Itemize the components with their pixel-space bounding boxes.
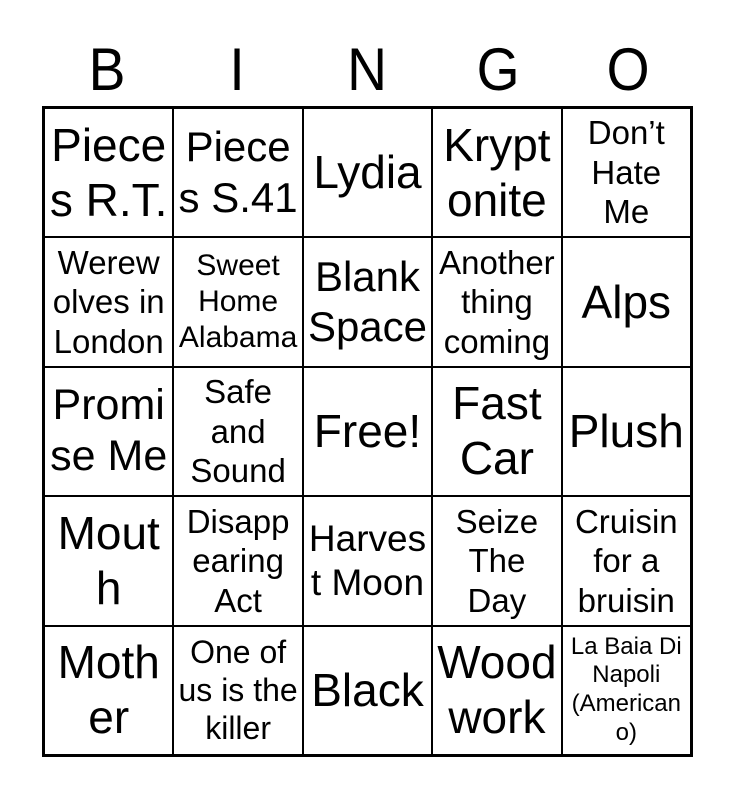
- bingo-cell-label: Blank Space: [307, 252, 428, 351]
- bingo-cell-label: Alps: [581, 275, 672, 328]
- bingo-cell[interactable]: [173, 626, 302, 755]
- bingo-cell-label: Kryptonite: [443, 118, 551, 226]
- bingo-cell[interactable]: [562, 626, 691, 755]
- bingo-cell[interactable]: [173, 108, 302, 237]
- bingo-cell-label: Seize The Day: [455, 502, 539, 619]
- bingo-cell[interactable]: [44, 237, 173, 366]
- bingo-cell-label: Pieces R.T.: [49, 118, 168, 226]
- bingo-cell[interactable]: [432, 496, 561, 625]
- bingo-cell-label: Plush: [568, 404, 684, 457]
- bingo-cell-label: Another thing coming: [439, 243, 555, 360]
- bingo-cell[interactable]: [432, 237, 561, 366]
- free-space-cell[interactable]: [303, 367, 432, 496]
- bingo-cell[interactable]: [173, 367, 302, 496]
- bingo-cell[interactable]: [432, 626, 561, 755]
- bingo-cell[interactable]: [173, 496, 302, 625]
- bingo-cell-label: Safe and Sound: [190, 373, 286, 490]
- bingo-cell-label: Werewolves in London: [52, 243, 165, 360]
- bingo-header: [42, 36, 693, 103]
- bingo-cell-label: Harvest Moon: [308, 517, 427, 603]
- bingo-grid: [42, 106, 693, 757]
- bingo-cell[interactable]: [303, 626, 432, 755]
- bingo-cell-label: Sweet Home Alabama: [178, 249, 298, 355]
- bingo-cell[interactable]: [44, 108, 173, 237]
- bingo-cell[interactable]: [562, 367, 691, 496]
- bingo-letter-n: N: [347, 36, 388, 103]
- bingo-cell-label: Cruisin for a bruisin: [574, 502, 678, 619]
- bingo-letter-b: B: [88, 36, 126, 103]
- bingo-cell-label: Fast Car: [452, 377, 542, 485]
- bingo-cell-label: La Baia Di Napoli (Americano): [570, 632, 682, 747]
- bingo-cell-label: Mother: [57, 636, 160, 744]
- bingo-cell[interactable]: [303, 496, 432, 625]
- bingo-cell[interactable]: [44, 496, 173, 625]
- bingo-cell-label: Promise Me: [50, 380, 168, 481]
- bingo-cell[interactable]: [173, 237, 302, 366]
- bingo-cell[interactable]: [432, 108, 561, 237]
- bingo-cell-label: Free!: [313, 404, 422, 457]
- bingo-cell[interactable]: [44, 626, 173, 755]
- bingo-cell-label: One of us is the killer: [178, 633, 298, 747]
- bingo-cell[interactable]: [562, 237, 691, 366]
- bingo-cell-label: Lydia: [313, 146, 422, 199]
- bingo-letter-g: G: [476, 36, 520, 103]
- bingo-cell[interactable]: [303, 108, 432, 237]
- bingo-letter-i: I: [229, 36, 245, 103]
- bingo-cell-label: Woodwork: [437, 636, 557, 744]
- bingo-cell-label: Don’t Hate Me: [587, 114, 665, 231]
- bingo-letter-o: O: [606, 36, 650, 103]
- bingo-cell-label: Pieces S.41: [178, 123, 298, 221]
- bingo-cell[interactable]: [44, 367, 173, 496]
- bingo-cell[interactable]: [303, 237, 432, 366]
- bingo-cell-label: Disappearing Act: [186, 502, 290, 619]
- bingo-cell[interactable]: [562, 496, 691, 625]
- bingo-cell[interactable]: [562, 108, 691, 237]
- bingo-cell-label: Black: [311, 663, 424, 716]
- bingo-cell[interactable]: [432, 367, 561, 496]
- bingo-cell-label: Mouth: [57, 506, 160, 614]
